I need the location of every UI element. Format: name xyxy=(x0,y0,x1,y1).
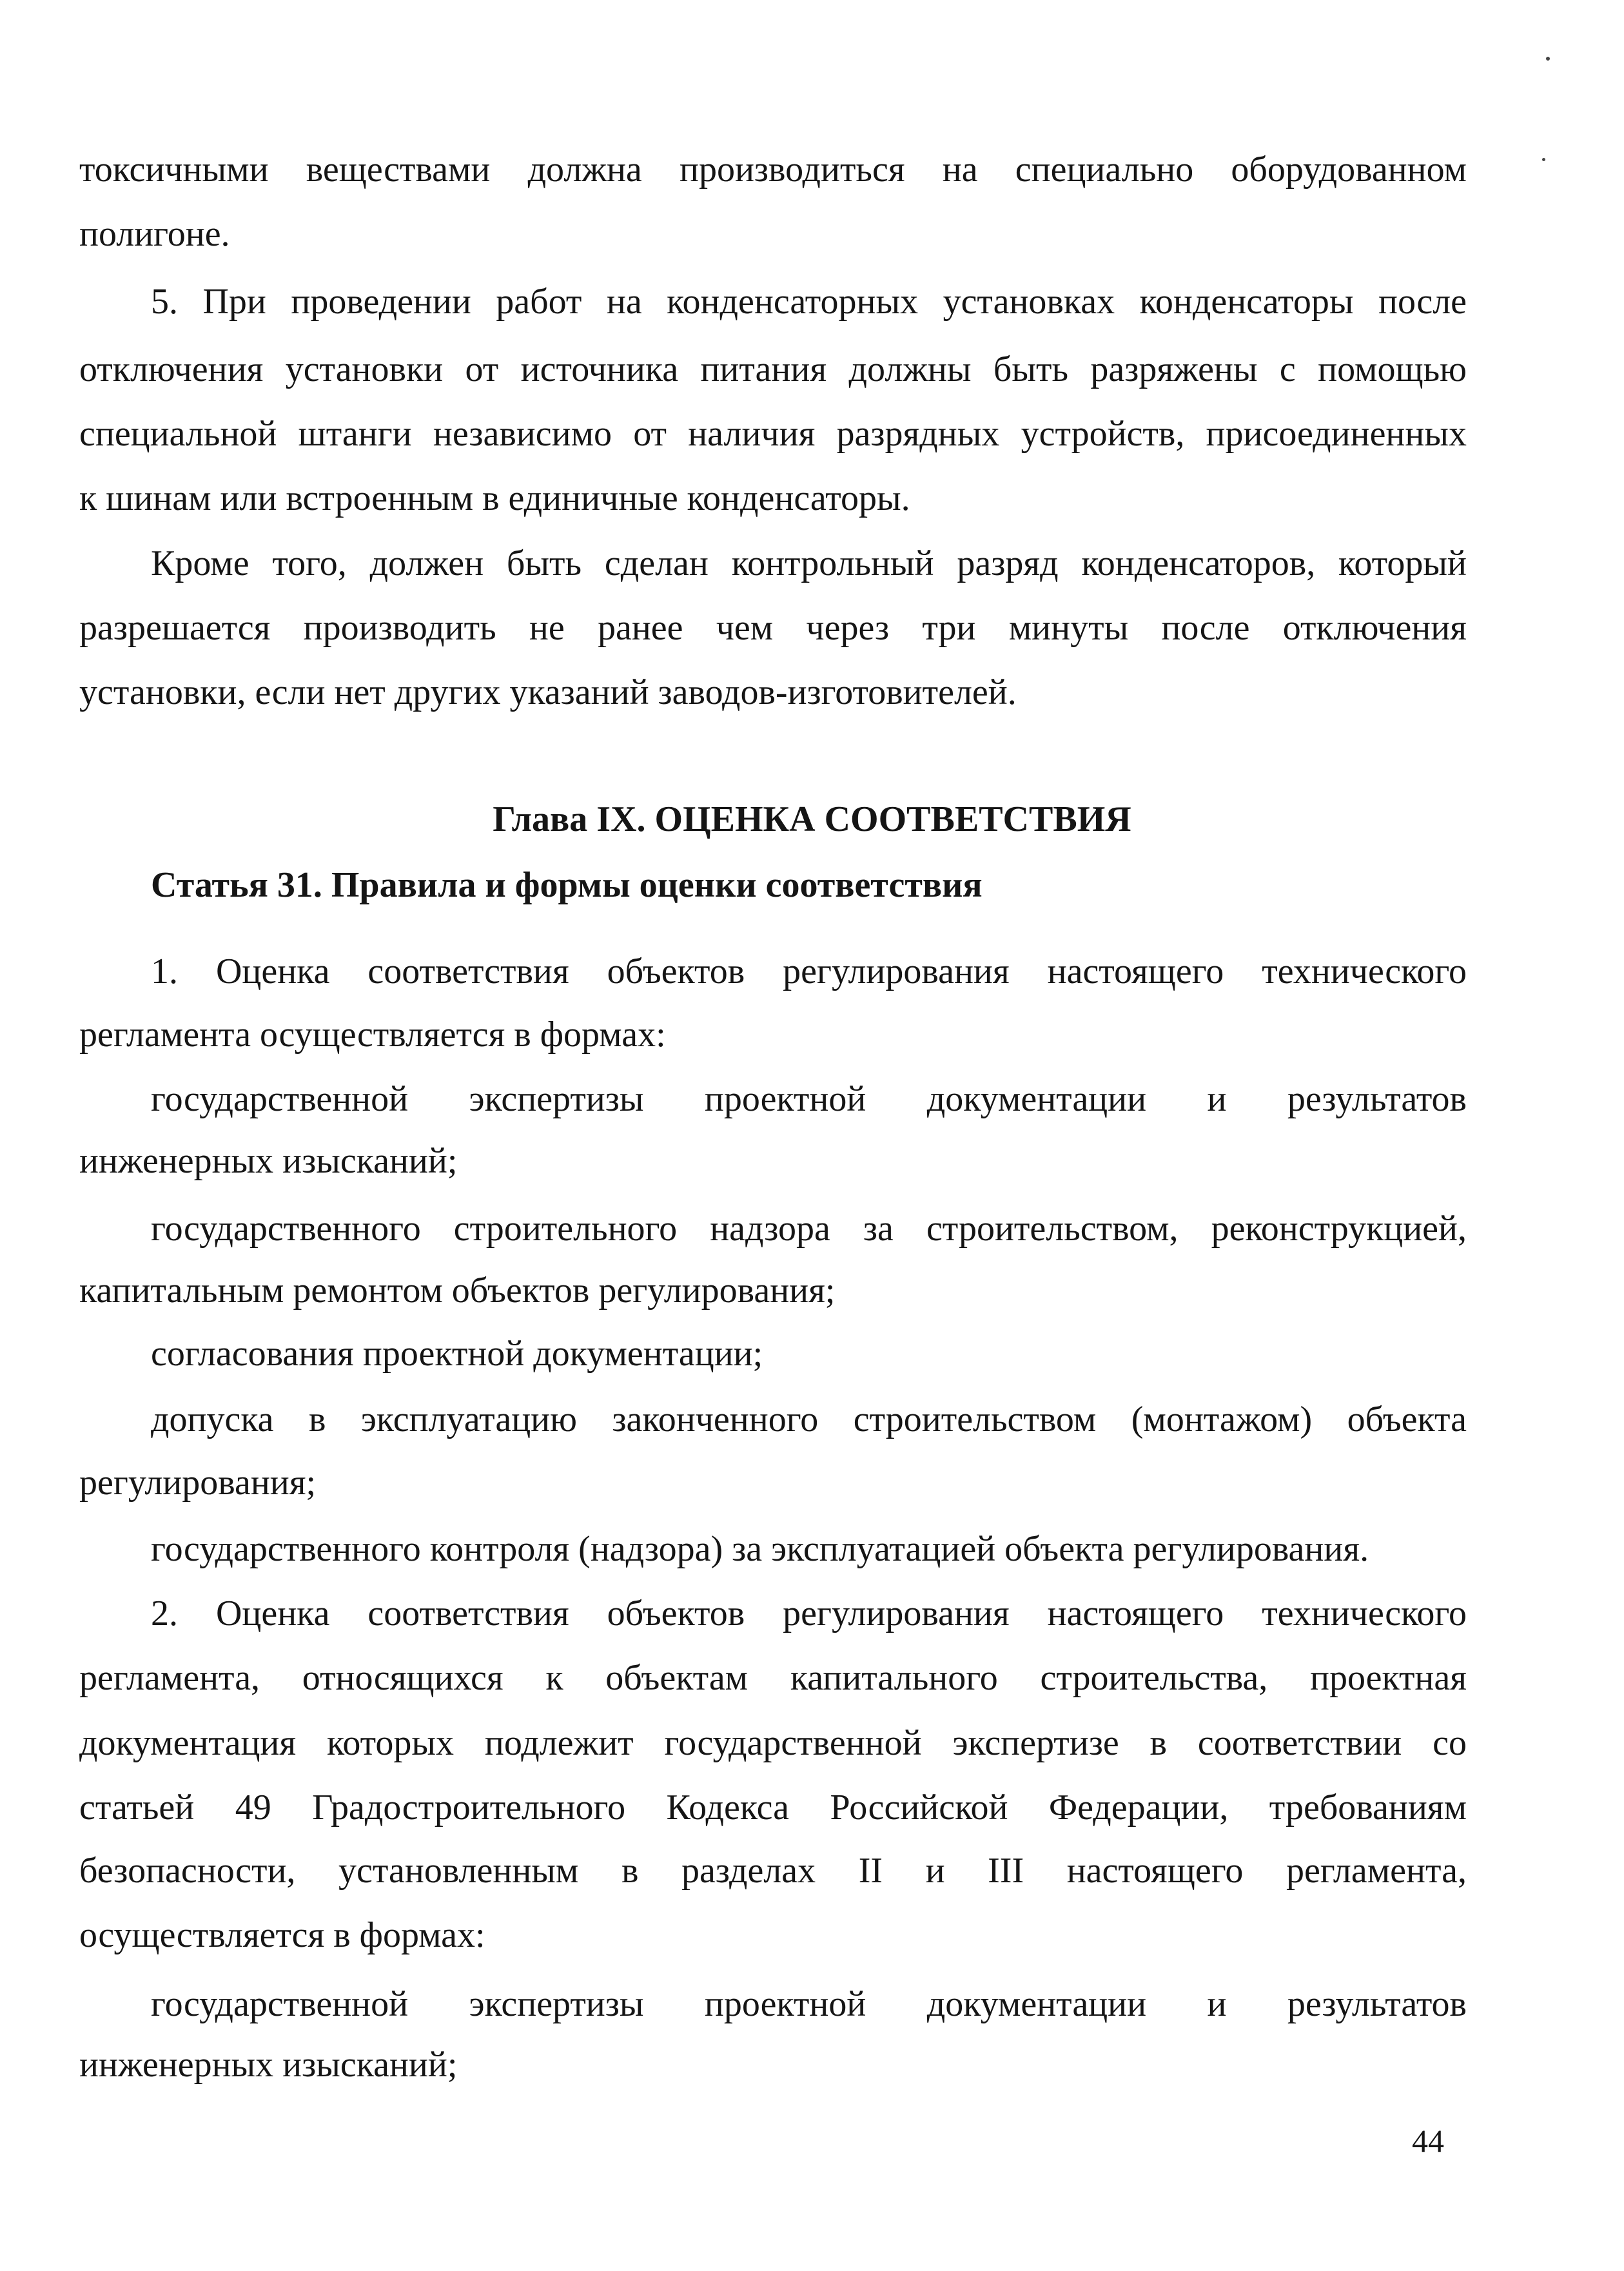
paragraph-line: отключения установки от источника питания должны быть разряжены с помощью xyxy=(79,349,1467,389)
paragraph-line: осуществляется в формах: xyxy=(79,1915,485,1955)
scan-speck xyxy=(1546,57,1550,61)
paragraph-line: 2. Оценка соответствия объектов регулирования настоящего технического xyxy=(151,1594,1467,1633)
paragraph-line: установки, если нет других указаний заводов-изготовителей. xyxy=(79,672,1017,712)
paragraph-line: Кроме того, должен быть сделан контрольный разряд конденсаторов, который xyxy=(151,543,1467,583)
chapter-title: Глава IX. ОЦЕНКА СООТВЕТСТВИЯ xyxy=(493,799,1131,839)
paragraph-line: государственной экспертизы проектной документации и результатов xyxy=(151,1984,1467,2024)
paragraph-line: государственной экспертизы проектной документации и результатов xyxy=(151,1079,1467,1119)
paragraph-line: регламента осуществляется в формах: xyxy=(79,1015,666,1055)
paragraph-line: инженерных изысканий; xyxy=(79,2045,458,2085)
paragraph-line: токсичными веществами должна производиться на специально оборудованном xyxy=(79,150,1467,190)
paragraph-line: 5. При проведении работ на конденсаторных установках конденсаторы после xyxy=(151,282,1467,322)
paragraph-line: государственного контроля (надзора) за эксплуатацией объекта регулирования. xyxy=(151,1529,1369,1569)
paragraph-line: регламента, относящихся к объектам капитального строительства, проектная xyxy=(79,1658,1467,1698)
paragraph-line: допуска в эксплуатацию законченного строительством (монтажом) объекта xyxy=(151,1399,1467,1439)
paragraph-line: статьей 49 Градостроительного Кодекса Российской Федерации, требованиям xyxy=(79,1788,1467,1828)
paragraph-line: капитальным ремонтом объектов регулирования; xyxy=(79,1271,836,1311)
paragraph-line: безопасности, установленным в разделах II и III настоящего регламента, xyxy=(79,1851,1467,1891)
paragraph-line: полигоне. xyxy=(79,214,230,254)
paragraph-line: согласования проектной документации; xyxy=(151,1334,763,1374)
article-title: Статья 31. Правила и формы оценки соответствия xyxy=(151,865,983,905)
paragraph-line: документация которых подлежит государственной экспертизе в соответствии со xyxy=(79,1723,1467,1763)
paragraph-line: разрешается производить не ранее чем через три минуты после отключения xyxy=(79,608,1467,648)
page-number: 44 xyxy=(1412,2123,1444,2159)
paragraph-line: государственного строительного надзора за строительством, реконструкцией, xyxy=(151,1209,1467,1249)
paragraph-line: 1. Оценка соответствия объектов регулирования настоящего технического xyxy=(151,951,1467,991)
paragraph-line: к шинам или встроенным в единичные конденсаторы. xyxy=(79,478,910,518)
scan-speck xyxy=(1542,158,1545,161)
paragraph-line: регулирования; xyxy=(79,1463,317,1503)
paragraph-line: специальной штанги независимо от наличия разрядных устройств, присоединенных xyxy=(79,414,1467,454)
paragraph-line: инженерных изысканий; xyxy=(79,1141,458,1181)
